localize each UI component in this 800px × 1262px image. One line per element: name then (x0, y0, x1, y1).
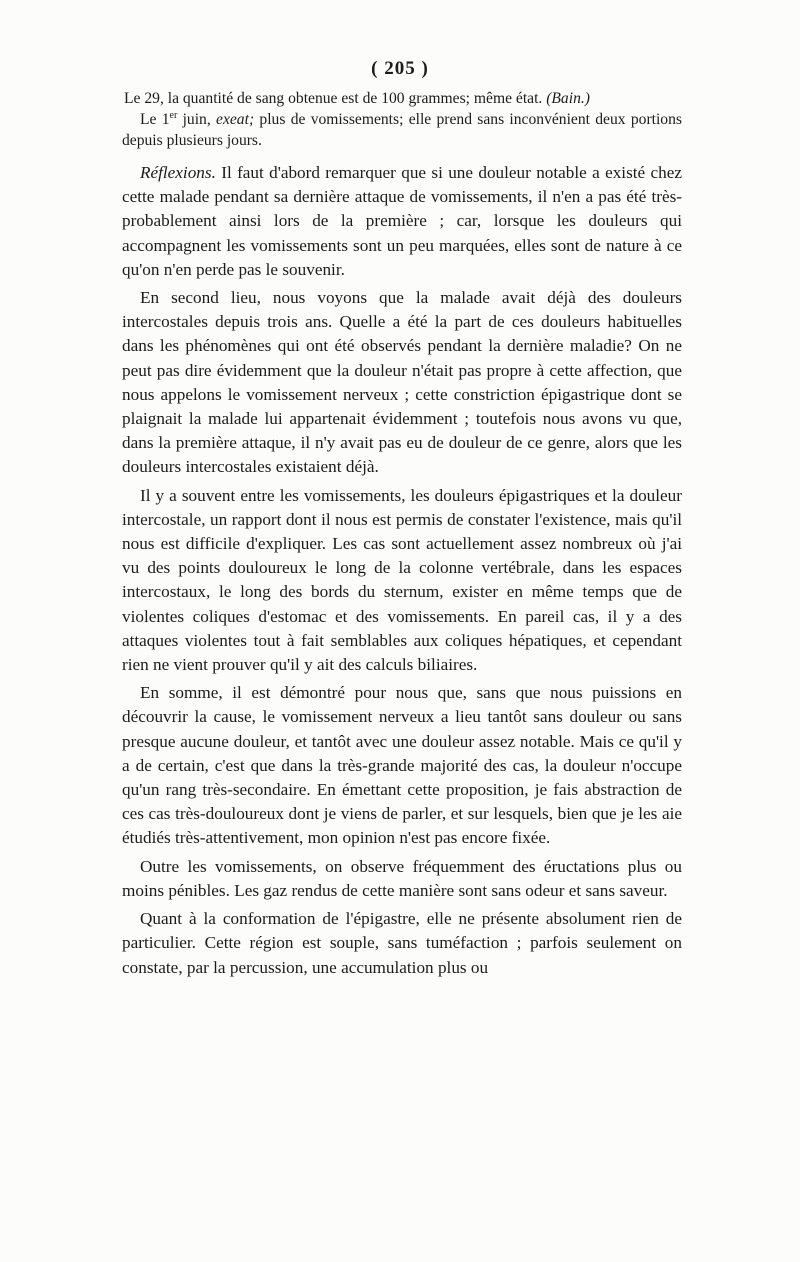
paragraph-rapport: Il y a souvent entre les vomissements, les douleurs épigastriques et la douleur intercostale, un rapport dont il nous est permis de constater l'existence, mais qu'il nous est difficile d'expliquer. Les cas sont actuellement assez nombreux où j'ai vu des points douloureux le long de la colonne vertébrale, dans les espaces intercostaux, le long des bords du sternum, exister en même temps que de violentes coliques d'estomac et des vomissements. En pareil cas, il y a des attaques violentes tout à fait semblables aux coliques hépatiques, et cependant rien ne vient prouver qu'il y ait des calculs biliaires. (122, 485, 682, 675)
page-number: ( 205 ) (371, 58, 429, 79)
entry-june (122, 109, 682, 151)
paragraph-en-somme: En somme, il est démontré pour nous que, sans que nous puissions en découvrir la cause, le vomissement nerveux a lieu tantôt sans douleur ou sans presque aucune douleur, et tantôt avec une douleur assez notable. Mais ce qu'il y a de certain, c'est que dans la très-grande majorité des cas, la douleur n'occupe qu'un rang très-secondaire. En émettant cette proposition, je fais abstraction de ces cas très-douloureux dont je viens de parler, et sur lesquels, bien que je les aie étudiés très-attentivement, mon opinion n'est pas encore fixée. (122, 683, 682, 848)
paragraph-second-lieu: En second lieu, nous voyons que la malade avait déjà des douleurs intercostales depuis trois ans. Quelle a été la part de ces douleurs habituelles dans les phénomènes qui ont été observés pendant la dernière maladie? On ne peut pas dire évidemment que la douleur n'était pas propre à cette affection, que nous appelons le vomissement nerveux ; cette constriction épigastrique dont se plaignait la malade lui appartenait évidemment ; toutefois nous avons vu que, dans la première attaque, il n'y avait pas eu de douleur de ce genre, alors que les douleurs intercostales existaient déjà. (122, 288, 682, 477)
paragraph-outre: Outre les vomissements, on observe fréquemment des éructations plus ou moins pénibles. Les gaz rendus de cette manière sont sans odeur et sans saveur. (122, 856, 682, 900)
reflexions-text: Il faut d'abord remarquer que si une douleur notable a existé chez cette malade pendant sa dernière attaque de vomissements, il n'en a pas été très-probablement ainsi lors de la première ; car, lorsque les douleurs qui accompagnent les vomissements sont un peu marquées, elles sont de nature à ce qu'on n'en perde pas le souvenir. (122, 163, 682, 279)
reflexions-label: Réflexions. (140, 163, 216, 182)
paragraph-quant: Quant à la conformation de l'épigastre, elle ne présente absolument rien de particulier. Cette région est souple, sans tuméfaction ; parfois seulement on constate, par la percussion, une accumulation plus ou (122, 909, 682, 977)
entry-june-prefix: Le 1 (140, 111, 170, 128)
entry-29-text: Le 29, la quantité de sang obtenue est de 100 grammes; même état. (124, 90, 543, 107)
entry-june-rest: plus de vomissements; elle prend sans inconvénient deux portions depuis plusieurs jours. (122, 111, 682, 149)
entry-june-sup: er (169, 109, 178, 121)
entry-29 (122, 88, 682, 109)
entry-june-date: juin, (177, 111, 217, 128)
entry-29-source: (Bain.) (546, 90, 590, 107)
entry-june-exeat: exeat; (216, 111, 255, 128)
page-body (122, 88, 682, 984)
reflexions-paragraph (122, 161, 682, 282)
